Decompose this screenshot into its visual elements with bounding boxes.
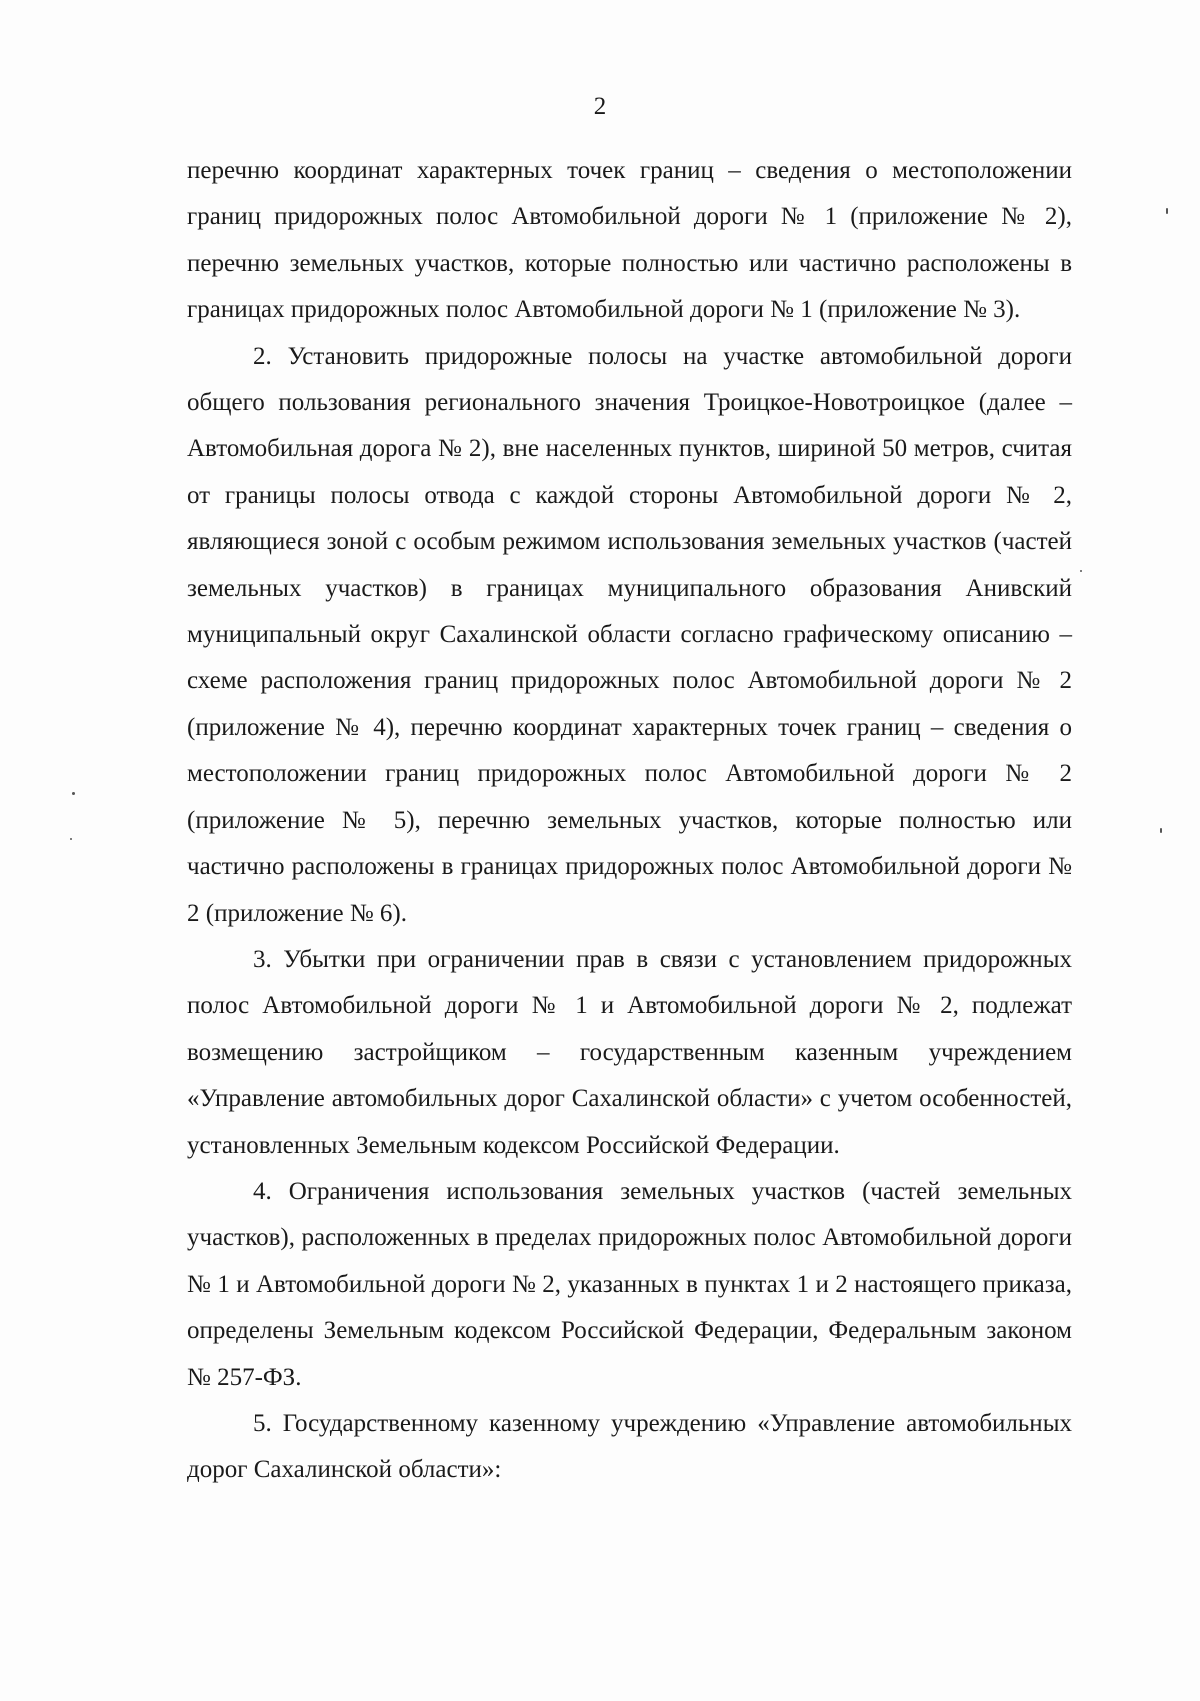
scan-speck [70, 838, 72, 840]
scan-speck [1166, 208, 1168, 214]
scan-speck [72, 792, 75, 795]
scan-speck [1160, 828, 1162, 833]
scan-speck [1080, 570, 1082, 572]
paragraph-3: 3. Убытки при ограничении прав в связи с установлением придорожных полос Автомобильной дороги № 1 и Автомобильной дороги № 2, подлежат возмещению застройщиком – государственным казенным учреждением «Управление автомобильных дорог Сахалинской области» с учетом особенностей, установленных Земельным кодексом Российской Федерации. [187, 945, 1072, 1159]
paragraph-5: 5. Государственному казенному учреждению «Управление автомобильных дорог Сахалинской области»: [187, 1409, 1072, 1484]
paragraph-1-continuation: перечню координат характерных точек границ – сведения о местоположении границ придорожных полос Автомобильной дороги № 1 (приложение № 2), перечню земельных участков, которые полностью или частично расположены в границах придорожных полос Автомобильной дороги № 1 (приложение № 3). [187, 157, 1072, 324]
document-body [187, 148, 1072, 1494]
page-number: 2 [593, 93, 607, 120]
paragraph-2: 2. Установить придорожные полосы на участке автомобильной дороги общего пользования регионального значения Троицкое-Новотроицкое (далее – Автомобильная дорога № 2), вне населенных пунктов, шириной 50 метров, считая от границы полосы отвода с каждой стороны Автомобильной дороги № 2, являющиеся зоной с особым режимом использования земельных участков (частей земельных участков) в границах муниципального образования Анивский муниципальный округ Сахалинской области согласно графическому описанию – схеме расположения границ придорожных полос Автомобильной дороги № 2 (приложение № 4), перечню координат характерных точек границ – сведения о местоположении границ придорожных полос Автомобильной дороги № 2 (приложение № 5), перечню земельных участков, которые полностью или частично расположены в границах придорожных полос Автомобильной дороги № 2 (приложение № 6). [187, 342, 1072, 927]
paragraph-4: 4. Ограничения использования земельных участков (частей земельных участков), расположенных в пределах придорожных полос Автомобильной дороги № 1 и Автомобильной дороги № 2, указанных в пунктах 1 и 2 настоящего приказа, определены Земельным кодексом Российской Федерации, Федеральным законом № 257-ФЗ. [187, 1177, 1072, 1391]
